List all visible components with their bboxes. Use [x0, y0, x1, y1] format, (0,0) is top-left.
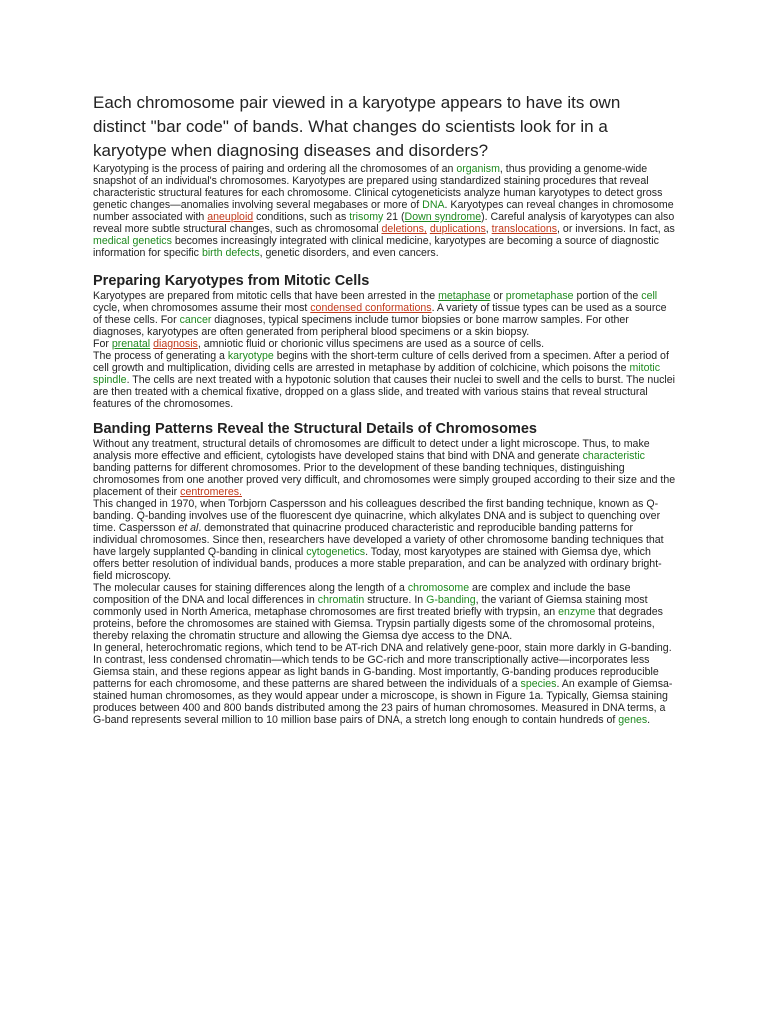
text: cycle, when chromosomes assume their most — [93, 302, 311, 314]
text: 21 ( — [383, 211, 405, 223]
text: begins with the short-term culture of cells derived from a specimen. After a period of cell growth and multiplication, dividing cells are arrested in metaphase by addition of colchicine, which poisons the — [93, 350, 669, 374]
link-translocations[interactable]: translocations — [491, 223, 558, 235]
section-heading-banding: Banding Patterns Reveal the Structural Details of Chromosomes — [93, 421, 537, 437]
paragraph — [93, 438, 676, 498]
emphasis: et al — [178, 522, 199, 534]
link-cytogenetics[interactable]: cytogenetics — [306, 546, 366, 558]
text: Karyotyping is the process of pairing and ordering all the chromosomes of an — [93, 163, 457, 175]
link-enzyme[interactable]: enzyme — [558, 606, 596, 618]
paragraph — [93, 582, 676, 642]
text: , amniotic fluid or chorionic villus specimens are used as a source of cells. — [197, 338, 545, 350]
text: The molecular causes for staining differences along the length of a — [93, 582, 408, 594]
link-down-syndrome[interactable]: Down syndrome — [404, 211, 482, 223]
link-trisomy[interactable]: trisomy — [349, 211, 384, 223]
link-chromatin[interactable]: chromatin — [317, 594, 365, 606]
text: conditions, such as — [253, 211, 350, 223]
link-aneuploid[interactable]: aneuploid — [207, 211, 254, 223]
text: Without any treatment, structural details of chromosomes are difficult to detect under a light microscope. Thus, to make analysis more effective and efficient, cytologists have developed stains that bind with DNA and generate — [93, 438, 650, 462]
section-heading-preparing: Preparing Karyotypes from Mitotic Cells — [93, 273, 370, 289]
text: ). Careful analysis of karyotypes can also reveal more subtle structural changes, such as chromosomal — [93, 211, 675, 235]
link-diagnosis[interactable]: diagnosis — [153, 338, 198, 350]
text: portion of the — [573, 290, 642, 302]
text: , — [485, 223, 492, 235]
link-prometaphase[interactable]: prometaphase — [505, 290, 574, 302]
paragraph — [93, 642, 676, 726]
link-prenatal[interactable]: prenatal — [111, 338, 151, 350]
link-condensed-conformations[interactable]: condensed conformations — [310, 302, 432, 314]
text: diagnoses, typical specimens include tumor biopsies or bone marrow samples. For other diagnoses, karyotypes are often generated from peripheral blood specimens or a skin biopsy. — [93, 314, 629, 338]
intro-paragraph — [93, 163, 676, 259]
text: . — [647, 714, 651, 726]
spacer — [93, 259, 676, 273]
text: , the variant of Giemsa staining most commonly used in North America, metaphase chromosomes are first treated briefly with trypsin, an — [93, 594, 648, 618]
text: banding patterns for different chromosomes. Prior to the development of these banding techniques, distinguishing chromosomes from one another proved very difficult, and chromosomes were simply grouped according to their size and the placement of their — [93, 462, 676, 498]
text: The process of generating a — [93, 350, 228, 362]
text: or — [490, 290, 506, 302]
text: becomes increasingly integrated with clinical medicine, karyotypes are becoming a source of diagnostic information for specific — [93, 235, 659, 259]
text: . demonstrated that quinacrine produced characteristic and reproducible banding patterns for individual chromosomes. Since then, researchers have developed a variety of other chromosome banding techniques that have largely supplanted Q-banding in clinical — [93, 522, 664, 558]
link-birth-defects[interactable]: birth defects — [201, 247, 260, 259]
link-characteristic[interactable]: characteristic — [582, 450, 645, 462]
link-mitotic-spindle[interactable]: mitotic spindle — [93, 362, 661, 386]
text: Karyotypes are prepared from mitotic cells that have been arrested in the — [93, 290, 439, 302]
text: This changed in 1970, when Torbjorn Caspersson and his colleagues described the first banding technique, known as Q-banding. Q-banding involves use of the fluorescent dye quinacrine, which alkylates DNA and is subject to quenching over time. Caspersson — [93, 498, 661, 534]
link-chromosome[interactable]: chromosome — [407, 582, 470, 594]
text: that degrades proteins, before the chromosomes are stained with Giemsa. Trypsin partially digests some of the chromosomal proteins, thereby relaxing the chromatin structure and allowing the Giemsa dye access to the DNA. — [93, 606, 663, 642]
text: . A variety of tissue types can be used as a source of these cells. For — [93, 302, 667, 326]
text: . The cells are next treated with a hypotonic solution that causes their nuclei to swell and the cells to burst. The nuclei are then treated with a chemical fixative, dropped on a glass slide, and treated with various stains that reveal structural features of the chromosomes. — [93, 374, 676, 410]
text: , or inversions. In fact, as — [557, 223, 675, 235]
link-genes[interactable]: genes — [618, 714, 648, 726]
paragraph — [93, 338, 676, 350]
text: For — [93, 338, 112, 350]
link-deletions[interactable]: deletions, — [381, 223, 427, 235]
article — [93, 91, 676, 726]
link-g-banding[interactable]: G-banding — [426, 594, 476, 606]
link-species[interactable]: species — [520, 678, 557, 690]
link-duplications[interactable]: duplications — [429, 223, 486, 235]
text: . Karyotypes can reveal changes in chromosome number associated with — [93, 199, 674, 223]
paragraph — [93, 498, 676, 582]
text: . Today, most karyotypes are stained with Giemsa dye, which offers better resolution of individual bands, produces a more stable preparation, and can be analyzed with ordinary bright-field microscopy. — [93, 546, 662, 582]
text: In general, heterochromatic regions, which tend to be AT-rich DNA and relatively gene-poor, stain more darkly in G-banding. In contrast, less condensed chromatin—which tends to be GC-rich and more transcriptionally active—incorporates less Giemsa stain, and these regions appear as light bands in G-banding. Most importantly, G-banding produces reproducible patterns for each chromosome, and these patterns are shared between the individuals of a — [93, 642, 672, 690]
link-metaphase[interactable]: metaphase — [438, 290, 491, 302]
text: structure. In — [364, 594, 427, 606]
link-dna[interactable]: DNA — [422, 199, 445, 211]
paragraph — [93, 290, 676, 338]
paragraph — [93, 350, 676, 410]
text: , thus providing a genome-wide snapshot of an individual's chromosomes. Karyotypes are prepared using standardized staining procedures that reveal characteristic structural features for each chromosome. Clinical cytogeneticists analyze human karyotypes to detect gross genetic changes—anomalies involving several megabases or more of — [93, 163, 663, 211]
link-cancer[interactable]: cancer — [179, 314, 212, 326]
spacer — [93, 410, 676, 421]
link-organism[interactable]: organism — [456, 163, 500, 175]
page-title: Each chromosome pair viewed in a karyotype appears to have its own distinct "bar code" of bands. What changes do scientists look for in a karyotype when diagnosing diseases and disorders? — [93, 93, 621, 160]
link-cell[interactable]: cell — [641, 290, 658, 302]
link-centromeres[interactable]: centromeres. — [180, 486, 242, 498]
link-karyotype[interactable]: karyotype — [227, 350, 274, 362]
text: . An example of Giemsa-stained human chromosomes, as they would appear under a microscope, is shown in Figure 1a. Typically, Giemsa staining produces between 400 and 800 bands distributed among the 23 pairs of human chromosomes. Measured in DNA terms, a G-band represents several million to 10 million base pairs of DNA, a stretch long enough to contain hundreds of — [93, 678, 673, 726]
link-medical-genetics[interactable]: medical genetics — [93, 235, 172, 247]
text: , genetic disorders, and even cancers. — [259, 247, 439, 259]
text: are complex and include the base composition of the DNA and local differences in — [93, 582, 631, 606]
